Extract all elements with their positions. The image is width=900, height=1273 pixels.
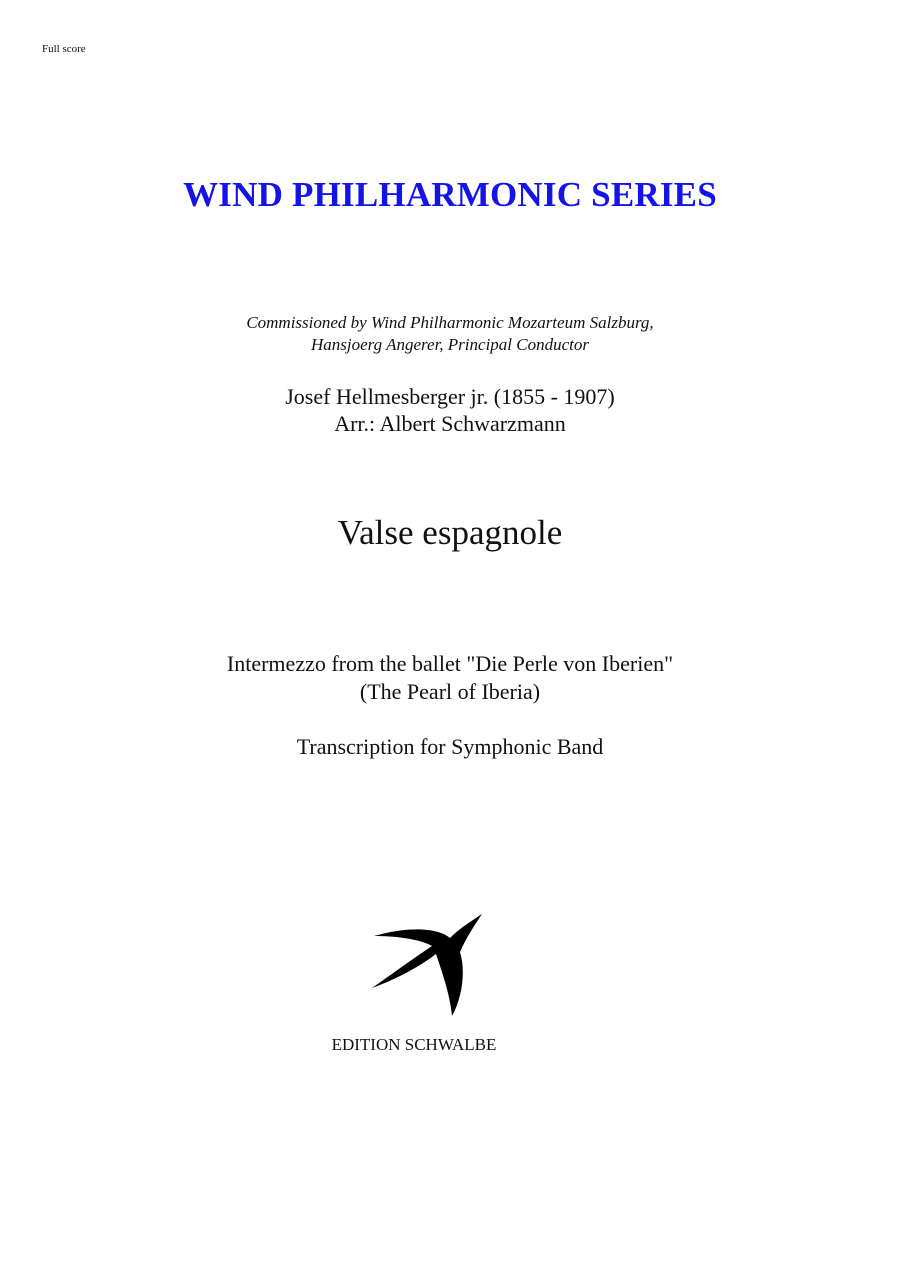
swallow-logo-icon	[370, 912, 486, 1022]
corner-label: Full score	[42, 43, 86, 55]
subtitle-line-2: (The Pearl of Iberia)	[359, 679, 541, 704]
commission-line-2: Hansjoerg Angerer, Principal Conductor	[311, 335, 589, 354]
commission-note	[0, 312, 900, 356]
publisher-name: EDITION SCHWALBE	[331, 1035, 497, 1054]
arranger-name: Arr.: Albert Schwarzmann	[334, 411, 566, 436]
commission-line-1: Commissioned by Wind Philharmonic Mozarteum Salzburg,	[246, 313, 654, 332]
subtitle-block	[0, 650, 900, 706]
composer-block	[0, 383, 900, 437]
composer-name: Josef Hellmesberger jr. (1855 - 1907)	[285, 384, 615, 409]
series-title: WIND PHILHARMONIC SERIES	[183, 175, 717, 214]
work-title: Valse espagnole	[337, 513, 563, 552]
transcription-note: Transcription for Symphonic Band	[296, 734, 604, 759]
subtitle-line-1: Intermezzo from the ballet "Die Perle von Iberien"	[226, 651, 674, 676]
